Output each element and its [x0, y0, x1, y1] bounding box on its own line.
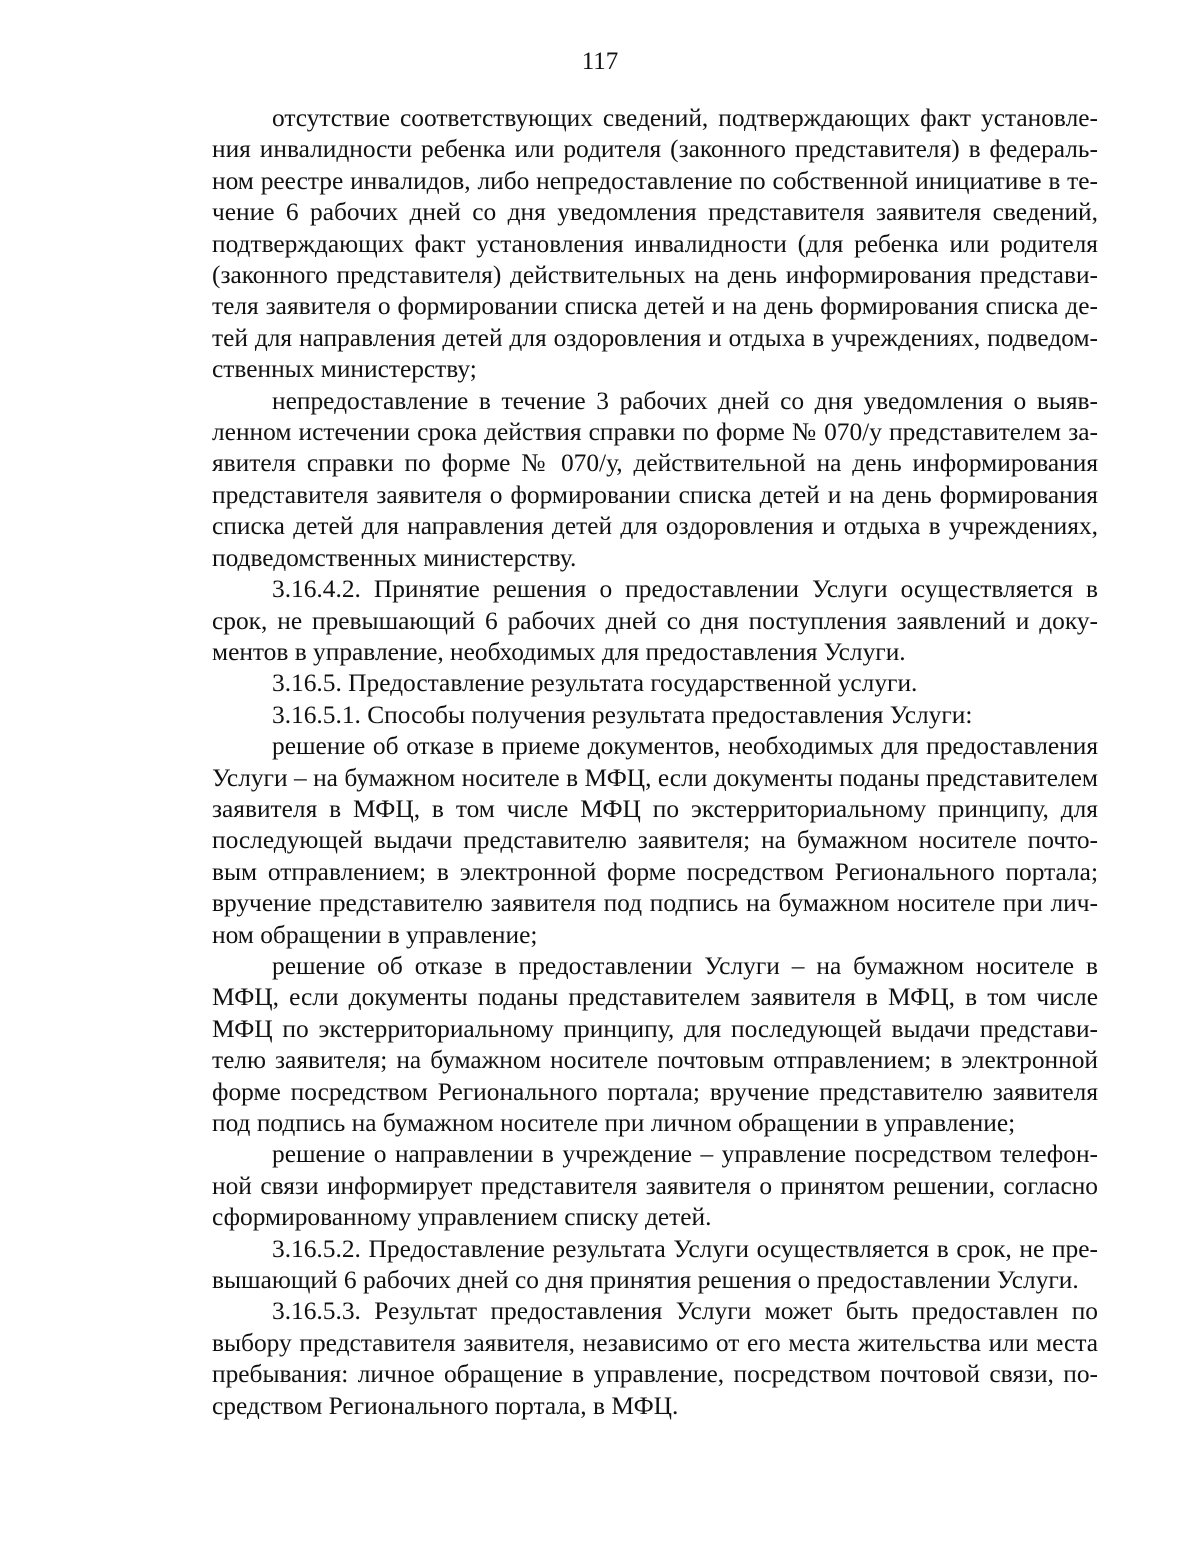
paragraph-3-16-5-3: 3.16.5.3. Результат предоставления Услуги может быть предоставлен по выбору представителя заявителя, независимо от его места жительства или места пребывания: личное обращение в управление, посредством почтовой связи, посредством Регионального портала, в МФЦ.	[212, 1297, 1098, 1420]
paragraph-refusal-documents: решение об отказе в приеме документов, необходимых для предоставления Услуги – на бумажном носителе в МФЦ, если документы поданы представителем заявителя в МФЦ, в том числе МФЦ по экстерриториальному принципу, для последующей выдачи представителю заявителя; на бумажном носителе почтовым отправлением; в электронной форме посредством Регионального портала; вручение представителю заявителя под подпись на бумажном носителе при личном обращении в управление;	[212, 732, 1098, 949]
paragraph-3-16-5-1: 3.16.5.1. Способы получения результата предоставления Услуги:	[272, 700, 973, 729]
paragraph-3-16-5-2: 3.16.5.2. Предоставление результата Услуги осуществляется в срок, не превышающий 6 рабочих дней со дня принятия решения о предоставлении Услуги.	[212, 1234, 1098, 1295]
paragraph-3-16-5: 3.16.5. Предоставление результата государственной услуги.	[272, 669, 918, 698]
paragraph-refusal-service: решение об отказе в предоставлении Услуги – на бумажном носителе в МФЦ, если документы поданы представителем заявителя в МФЦ, в том числе МФЦ по экстерриториальному принципу, для последующей выдачи представителю заявителя; на бумажном носителе почтовым отправлением; в электронной форме посредством Регионального портала; вручение представителю заявителя под подпись на бумажном носителе при личном обращении в управление;	[212, 951, 1098, 1137]
paragraph-3-16-4-2: 3.16.4.2. Принятие решения о предоставлении Услуги осуществляется в срок, не превышающий 6 рабочих дней со дня поступления заявлений и документов в управление, необходимых для предоставления Услуги.	[212, 575, 1098, 666]
page-number: 117	[581, 48, 619, 75]
paragraph-referral-decision: решение о направлении в учреждение – управление посредством телефонной связи информирует представителя заявителя о принятом решении, согласно сформированному управлением списку детей.	[212, 1140, 1098, 1232]
document-body	[212, 103, 1098, 1422]
paragraph-medical-certificate: непредоставление в течение 3 рабочих дней со дня уведомления о выявленном истечении срока действия справки по форме № 070/у представителем заявителя справки по форме № 070/у, действительной на день информирования представителя заявителя о формировании списка детей и на день формирования списка детей для направления детей для оздоровления и отдыха в учреждениях, подведомственных министерству.	[212, 386, 1098, 572]
paragraph-disability-info: отсутствие соответствующих сведений, подтверждающих факт установления инвалидности ребенка или родителя (законного представителя) в федеральном реестре инвалидов, либо непредоставление по собственной инициативе в течение 6 рабочих дней со дня уведомления представителя заявителя сведений, подтверждающих факт установления инвалидности (для ребенка или родителя (законного представителя) действительных на день информирования представителя заявителя о формировании списка детей и на день формирования списка детей для направления детей для оздоровления и отдыха в учреждениях, подведомственных министерству;	[212, 104, 1098, 384]
